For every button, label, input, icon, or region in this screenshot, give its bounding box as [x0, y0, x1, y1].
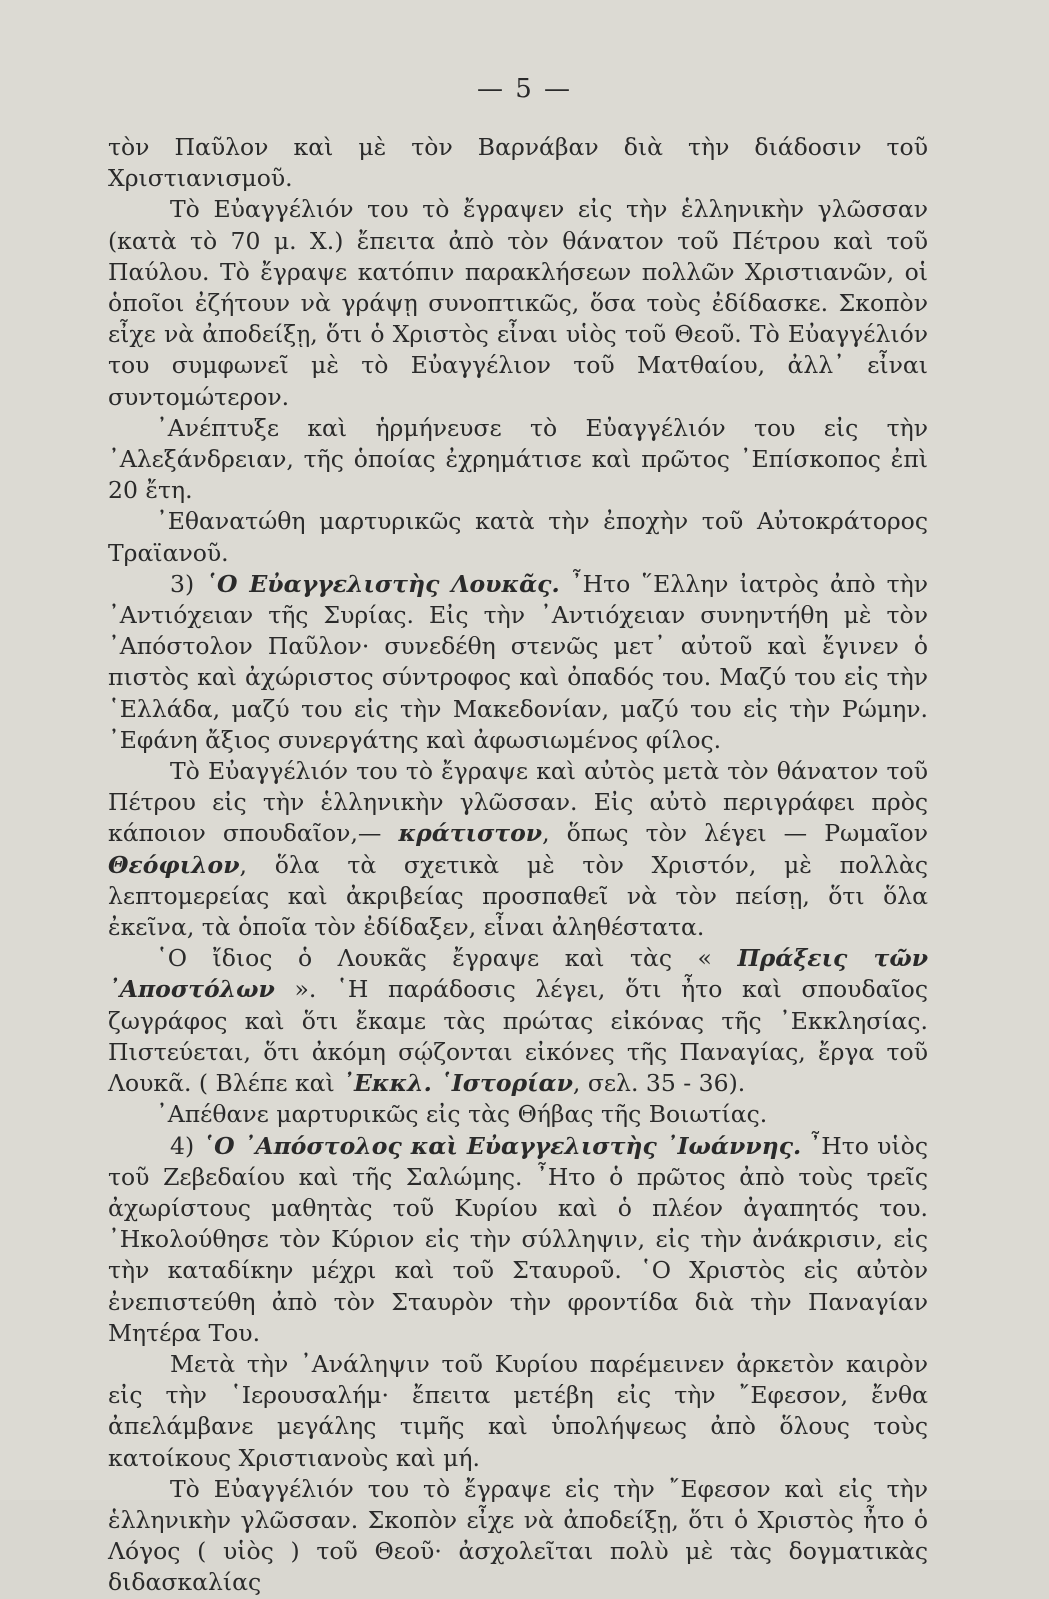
section-luke — [108, 569, 928, 756]
paragraph: ᾽Απέθανε μαρτυρικῶς εἰς τὰς Θήβας τῆς Βοιωτίας. — [156, 1100, 768, 1129]
paragraph: Τὸ Εὐαγγέλιόν του τὸ ἔγραψεν εἰς τὴν ἑλληνικὴν γλῶσσαν (κατὰ τὸ 70 μ. Χ.) ἔπειτα ἀπὸ τὸν θάνατον τοῦ Πέτρου καὶ τοῦ Παύλου. Τὸ ἔγραψε κατόπιν παρακλήσεων πολλῶν Χριστιανῶν, οἱ ὁποῖοι ἐζήτουν νὰ γράψῃ συνοπτικῶς, ὅσα τοὺς ἐδίδασκε. Σκοπὸν εἶχε νὰ ἀποδείξῃ, ὅτι ὁ Χριστὸς εἶναι υἱὸς τοῦ Θεοῦ. Τὸ Εὐαγγέλιόν του συμφωνεῖ μὲ τὸ Εὐαγγέλιον τοῦ Ματθαίου, ἀλλ᾽ εἶναι συντομώτερον. — [108, 195, 928, 411]
section-number: 3) — [170, 569, 206, 598]
body-text — [108, 132, 928, 1599]
paragraph-text: , σελ. 35 - 36). — [572, 1069, 746, 1098]
paragraph — [108, 943, 928, 1099]
emphasis: κράτιστον — [398, 819, 543, 848]
paragraph-text: ». ῾Η παράδοσις λέγει, ὅτι ἦτο καὶ σπουδαῖος ζωγράφος καὶ ὅτι ἔκαμε τὰς πρώτας εἰκόνας τῆς ᾽Εκκλησίας. Πιστεύεται, ὅτι ἀκόμη σῴζονται εἰκόνες τῆς Παναγίας, ἔργα τοῦ Λουκᾶ. ( Βλέπε καὶ — [108, 975, 928, 1098]
paragraph-text: ῏Ητο ῞Ελλην ἰατρὸς ἀπὸ τὴν ᾽Αντιόχειαν τῆς Συρίας. Εἰς τὴν ᾽Αντιόχειαν συνηντήθη μὲ τὸν ᾽Απόστολον Παῦλον· συνεδέθη στενῶς μετ᾽ αὐτοῦ καὶ ἔγινεν ὁ πιστὸς καὶ ἀχώριστος σύντροφος καὶ ὀπαδός του. Μαζύ του εἰς τὴν ῾Ελλάδα, μαζύ του εἰς τὴν Μακεδονίαν, μαζύ του εἰς τὴν Ρώμην. ᾽Εφάνη ἄξιος συνεργάτης καὶ ἀφωσιωμένος φίλος. — [108, 569, 929, 754]
section-heading: ῾Ο Εὐαγγελιστὴς Λουκᾶς. — [205, 569, 560, 598]
paragraph — [108, 756, 928, 943]
paragraph-text: ῏Ητο υἱὸς τοῦ Ζεβεδαίου καὶ τῆς Σαλώμης. ῏Ητο ὁ πρῶτος ἀπὸ τοὺς τρεῖς ἀχωρίστους μαθητὰς τοῦ Κυρίου καὶ ὁ πλέον ἀγαπητός του. ᾽Ηκολούθησε τὸν Κύριον εἰς τὴν σύλληψιν, εἰς τὴν ἀνάκρισιν, εἰς τὴν καταδίκην μέχρι καὶ τοῦ Σταυροῦ. ῾Ο Χριστὸς εἰς αὐτὸν ἐνεπιστεύθη ἀπὸ τὸν Σταυρὸν τὴν φροντίδα διὰ τὴν Παναγίαν Μητέρα Του. — [108, 1131, 928, 1347]
section-john — [108, 1131, 928, 1349]
page-number: — 5 — — [476, 74, 573, 104]
emphasis: Θεόφιλον — [108, 850, 240, 879]
paragraph-text: , ὅλα τὰ σχετικὰ μὲ τὸν Χριστόν, μὲ πολλὰς λεπτομερείας καὶ ἀκριβείας προσπαθεῖ νὰ τὸν πείσῃ, ὅτι ὅλα ἐκεῖνα, τὰ ὁποῖα τὸν ἐδίδαξεν, εἶναι ἀληθέστατα. — [108, 850, 928, 942]
paragraph: ᾽Ανέπτυξε καὶ ἡρμήνευσε τὸ Εὐαγγέλιόν του εἰς τὴν ᾽Αλεξάνδρειαν, τῆς ὁποίας ἐχρημάτισε καὶ πρῶτος ᾽Επίσκοπος ἐπὶ 20 ἔτη. — [108, 413, 928, 505]
paragraph-text: ῾Ο ἴδιος ὁ Λουκᾶς ἔγραψε καὶ τὰς « — [156, 944, 738, 973]
section-heading: ῾Ο ᾽Απόστολος καὶ Εὐαγγελιστὴς ᾽Ιωάννης. — [202, 1131, 802, 1160]
paragraph: ᾽Εθανατώθη μαρτυρικῶς κατὰ τὴν ἐποχὴν τοῦ Αὐτοκράτορος Τραϊανοῦ. — [108, 507, 928, 567]
book-title: Πράξεις τῶν ᾽Αποστόλων — [108, 944, 928, 1004]
section-number: 4) — [170, 1131, 203, 1160]
paragraph: Μετὰ τὴν ᾽Ανάληψιν τοῦ Κυρίου παρέμεινεν ἀρκετὸν καιρὸν εἰς τὴν ῾Ιερουσαλήμ· ἔπειτα μετέβη εἰς τὴν ῎Εφεσον, ἔνθα ἀπελάμβανε μεγάλης τιμῆς καὶ ὑπολήψεως ἀπὸ ὅλους τοὺς κατοίκους Χριστιανοὺς καὶ μή. — [108, 1349, 928, 1472]
paragraph: τὸν Παῦλον καὶ μὲ τὸν Βαρνάβαν διὰ τὴν διάδοσιν τοῦ Χριστιανισμοῦ. — [108, 133, 928, 193]
paragraph-text: , ὅπως τὸν λέγει — Ρωμαῖον — [542, 819, 928, 848]
reference-title: ᾽Εκκλ. ῾Ιστορίαν — [342, 1069, 573, 1098]
paragraph: Τὸ Εὐαγγέλιόν του τὸ ἔγραψε εἰς τὴν ῎Εφεσον καὶ εἰς τὴν ἑλληνικὴν γλῶσσαν. Σκοπὸν εἶχε νὰ ἀποδείξῃ, ὅτι ὁ Χριστὸς ἦτο ὁ Λόγος ( υἱὸς ) τοῦ Θεοῦ· ἀσχολεῖται πολὺ μὲ τὰς δογματικὰς διδασκαλίας — [108, 1474, 928, 1597]
paragraph-text: Τὸ Εὐαγγέλιόν του τὸ ἔγραψε καὶ αὐτὸς μετὰ τὸν θάνατον τοῦ Πέτρου εἰς τὴν ἑλληνικὴν γλῶσσαν. Εἰς αὐτὸ περιγράφει πρὸς κάποιον σπουδαῖον,— — [108, 757, 928, 848]
